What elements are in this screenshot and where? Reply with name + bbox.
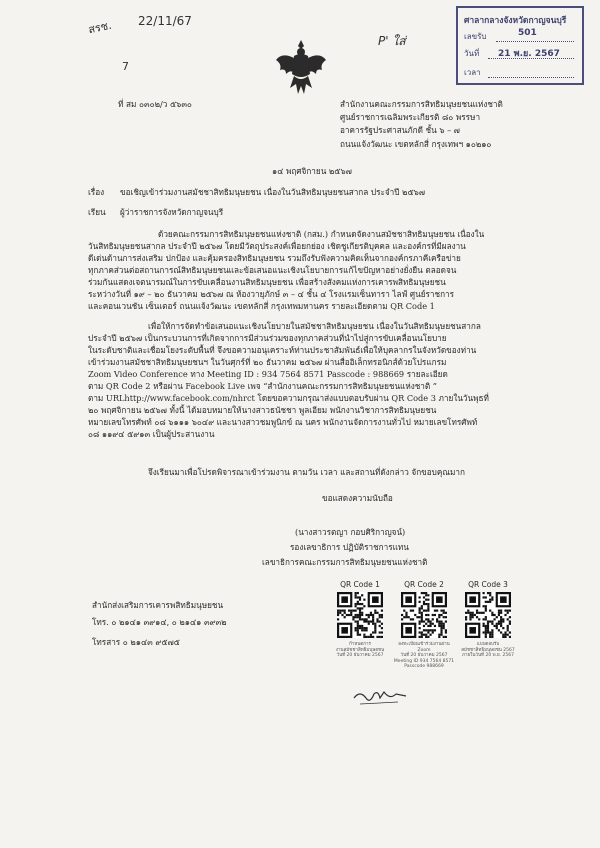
- recipient-label: เรียน: [88, 207, 106, 217]
- qr-code-1-label: QR Code 1: [340, 580, 380, 589]
- paragraph-line: ร่วมกันแสดงเจตนารมณ์ในการขับเคลื่อนงานสิทธิมนุษยชน เพื่อสร้างสังคมแห่งการเคารพสิทธิมนุษยชน: [88, 277, 446, 287]
- footer-phone: โทร. ๐ ๒๑๔๑ ๓๙๑๔, ๐ ๒๑๔๑ ๓๙๓๒: [92, 617, 227, 627]
- paragraph-line: เข้าร่วมงานสมัชชาสิทธิมนุษยชนฯ ในวันศุกร์ที่ ๒๐ ธันวาคม ๒๕๖๗ ผ่านสื่ออิเล็กทรอนิกส์ด้วยโปรแกรม: [88, 357, 447, 367]
- stamp-date-label: วันที่: [464, 49, 480, 58]
- handwritten-note: P' ใส่: [378, 34, 406, 48]
- paragraph-line: ประจำปี ๒๕๖๗ เป็นกระบวนการที่เกิดจากการมีส่วนร่วมของทุกภาคส่วนที่นำไปสู่การขับเคลื่อนนโยบาย: [88, 333, 447, 343]
- paragraph-line: หมายเลขโทรศัพท์ ๐๘ ๖๑๑๑ ๖๐๔๙ และนางสาวชมพูนิกข์ ณ นคร พนักงานจัดการงานทั่วไป หมายเลขโทรศัพท์: [88, 417, 478, 427]
- qr-code-1-caption: กำหนดการ งานสมัชชาสิทธิมนุษยชน วันที่ 20 ธันวาคม 2567: [335, 642, 385, 658]
- paragraph-line: และคอนเวนชัน เซ็นเตอร์ ถนนแจ้งวัฒนะ เขตหลักสี่ กรุงเทพมหานคร รายละเอียดตาม QR Code 1: [88, 301, 435, 311]
- paragraph-line: ตาม URLhttp://www.facebook.com/nhrct โดยขอความกรุณาส่งแบบตอบรับผ่าน QR Code 3 ภายในวันพุธที่: [88, 393, 489, 403]
- qr-code-3-caption: แบบตอบรับ สมัชชาสิทธิมนุษยชน 2567 ภายในวันที่ 20 พ.ย. 2567: [461, 642, 515, 658]
- paragraph-line: ทุกภาคส่วนต่อสถานการณ์สิทธิมนุษยชนและข้อเสนอแนะเชิงนโยบายการแก้ไขปัญหาอย่างยั่งยืน ตลอดจน: [88, 265, 457, 275]
- paragraph-line: ๐๘ ๑๑๙๔ ๕๙๑๓ เป็นผู้ประสานงาน: [88, 429, 215, 439]
- signer-position-1: รองเลขาธิการ ปฏิบัติราชการแทน: [290, 542, 409, 552]
- handwritten-note-initials: สรช.: [87, 18, 113, 37]
- handwritten-number: 7: [122, 60, 129, 73]
- paragraph-line: ดีเด่นด้านการส่งเสริม ปกป้อง และคุ้มครองสิทธิมนุษยชน รวมถึงรับฟังความคิดเห็นจากองค์กรภาคีเครือข่าย: [88, 253, 461, 263]
- stamp-date-value: 21 พ.ย. 2567: [498, 49, 560, 59]
- paragraph-line: ด้วยคณะกรรมการสิทธิมนุษยชนแห่งชาติ (กสม.) กำหนดจัดงานสมัชชาสิทธิมนุษยชน เนื่องใน: [158, 229, 485, 239]
- paragraph-line: เพื่อให้การจัดทำข้อเสนอแนะเชิงนโยบายในสมัชชาสิทธิมนุษยชน เนื่องในวันสิทธิมนุษยชนสากล: [148, 321, 481, 331]
- qr-code-3-label: QR Code 3: [468, 580, 508, 589]
- letter-date: ๑๔ พฤศจิกายน ๒๕๖๗: [272, 166, 352, 176]
- qr-code-3[interactable]: [465, 592, 511, 638]
- qr-code-2[interactable]: [401, 592, 447, 638]
- paragraph-line: ระหว่างวันที่ ๑๙ – ๒๐ ธันวาคม ๒๕๖๗ ณ ห้องวายุภักษ์ ๓ – ๔ ชั้น ๔ โรงแรมเซ็นทารา ไลฟ์ ศูนย์ราชการ: [88, 289, 455, 299]
- subject-text: ขอเชิญเข้าร่วมงานสมัชชาสิทธิมนุษยชน เนื่องในวันสิทธิมนุษยชนสากล ประจำปี ๒๕๖๗: [120, 187, 426, 197]
- qr-code-1[interactable]: [337, 592, 383, 638]
- paragraph-line: วันสิทธิมนุษยชนสากล ประจำปี ๒๕๖๗ โดยมีวัตถุประสงค์เพื่อยกย่อง เชิดชูเกียรติบุคคล และองค์กรที่มีผลงาน: [88, 241, 466, 251]
- garuda-emblem-icon: [274, 38, 328, 98]
- handwritten-date: 22/11/67: [138, 14, 192, 28]
- recipient-text: ผู้ว่าราชการจังหวัดกาญจนบุรี: [120, 207, 224, 217]
- org-address-3: ถนนแจ้งวัฒนะ เขตหลักสี่ กรุงเทพฯ ๑๐๒๑๐: [340, 139, 492, 149]
- footer-office: สำนักส่งเสริมการเคารพสิทธิมนุษยชน: [92, 600, 224, 610]
- org-address-2: อาคารรัฐประศาสนภักดี ชั้น ๖ – ๗: [340, 125, 460, 135]
- org-address-1: ศูนย์ราชการเฉลิมพระเกียรติ ๘๐ พรรษา: [340, 112, 481, 122]
- receive-stamp: [456, 6, 584, 85]
- body-paragraph-1: [88, 228, 558, 312]
- closing-regards: ขอแสดงความนับถือ: [322, 493, 393, 503]
- subject-label: เรื่อง: [88, 187, 105, 197]
- stamp-receive-label: เลขรับ: [464, 32, 487, 41]
- paragraph-line: Zoom Video Conference ทาง Meeting ID : 934 7564 8571 Passcode : 988669 รายละเอียด: [88, 369, 448, 379]
- signer-name: (นางสาวรตญา กอบศิริกาญจน์): [295, 527, 406, 537]
- paragraph-line: ๒๐ พฤศจิกายน ๒๕๖๗ ทั้งนี้ ได้มอบหมายให้นางสาวธนัชชา พูลเอียม พนักงานวิชาการสิทธิมนุษยชน: [88, 405, 437, 415]
- stamp-title: ศาลากลางจังหวัดกาญจนบุรี: [464, 16, 567, 26]
- paragraph-line: ตาม QR Code 2 หรือผ่าน Facebook Live เพจ “สำนักงานคณะกรรมการสิทธิมนุษยชนแห่งชาติ ”: [88, 381, 437, 391]
- body-paragraph-3: จึงเรียนมาเพื่อโปรดพิจารณาเข้าร่วมงาน ตามวัน เวลา และสถานที่ดังกล่าว จักขอบคุณมาก: [148, 467, 465, 477]
- org-name: สำนักงานคณะกรรมการสิทธิมนุษยชนแห่งชาติ: [340, 99, 503, 109]
- document-number: ที่ สม ๐๓๐๒/ว ๕๖๓๐: [118, 99, 192, 109]
- stamp-time-label: เวลา: [464, 68, 481, 77]
- paragraph-line: ในระดับชาติและเชื่อมโยงระดับพื้นที่ จึงขอความอนุเคราะห์ท่านประชาสัมพันธ์เพื่อให้บุคลากรในจังหวัดของท่าน: [88, 345, 477, 355]
- body-paragraph-2: [88, 320, 558, 440]
- qr-code-2-label: QR Code 2: [404, 580, 444, 589]
- signature: [350, 686, 410, 708]
- stamp-receive-number: 501: [518, 28, 537, 38]
- qr-code-2-caption: ลงทะเบียนเข้าร่วมงานผ่าน Zoom วันที่ 20 ธันวาคม 2567 Meeting ID 934 7564 8571 Passcode 988669: [393, 642, 455, 669]
- signer-position-2: เลขาธิการคณะกรรมการสิทธิมนุษยชนแห่งชาติ: [262, 557, 428, 567]
- footer-fax: โทรสาร ๐ ๒๑๔๓ ๙๕๗๕: [92, 637, 180, 647]
